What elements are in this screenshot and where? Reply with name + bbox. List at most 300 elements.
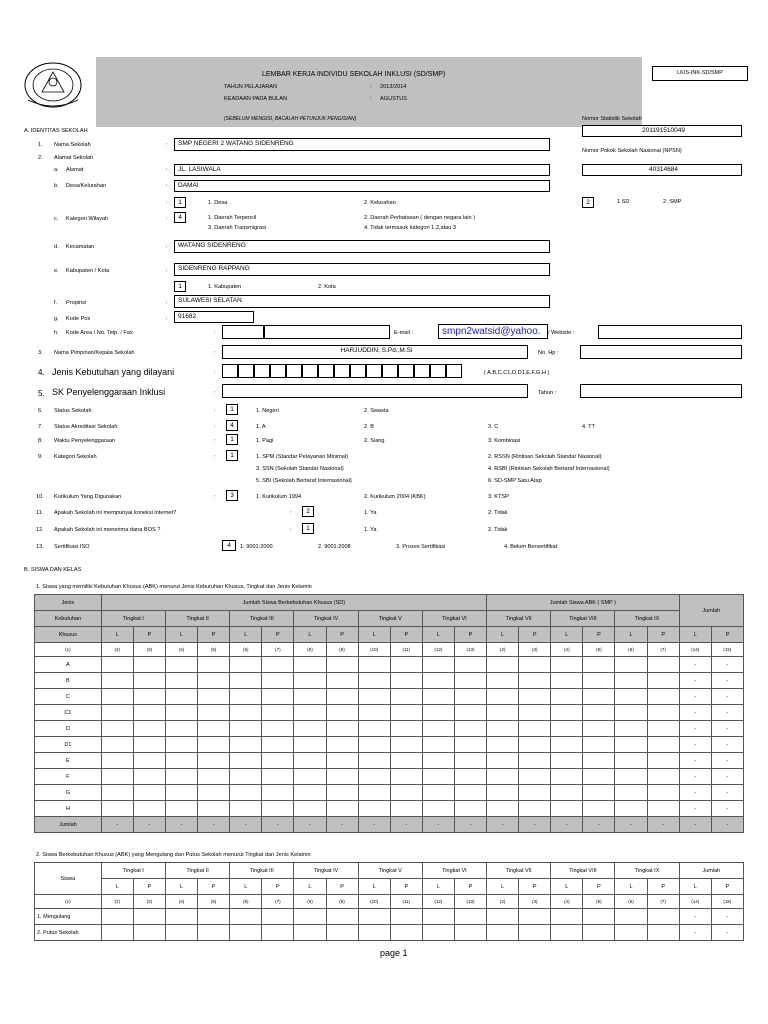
input-cell[interactable] xyxy=(615,689,647,705)
input-cell[interactable] xyxy=(230,925,262,941)
input-cell[interactable] xyxy=(262,673,294,689)
input-cell[interactable] xyxy=(165,909,197,925)
input-cell[interactable] xyxy=(519,705,551,721)
input-cell[interactable] xyxy=(583,657,615,673)
input-cell[interactable] xyxy=(390,657,422,673)
input-cell[interactable] xyxy=(358,721,390,737)
nama-sekolah-field[interactable]: SMP NEGERI 2 WATANG SIDENRENG xyxy=(174,138,550,151)
input-cell[interactable] xyxy=(519,721,551,737)
input-cell[interactable] xyxy=(294,689,326,705)
input-cell[interactable] xyxy=(294,769,326,785)
level-header: Tingkat III xyxy=(230,611,294,627)
col-index: (6) xyxy=(230,895,262,909)
table-row xyxy=(35,925,744,941)
input-cell[interactable] xyxy=(165,657,197,673)
input-cell[interactable] xyxy=(101,769,133,785)
col-index: (2) xyxy=(487,643,519,657)
input-cell[interactable] xyxy=(198,769,230,785)
total-row xyxy=(35,817,744,833)
input-cell[interactable] xyxy=(583,721,615,737)
input-cell[interactable] xyxy=(551,705,583,721)
website-field[interactable] xyxy=(598,325,742,339)
input-cell[interactable] xyxy=(487,721,519,737)
input-cell[interactable] xyxy=(487,737,519,753)
level-header: Tingkat I xyxy=(101,611,165,627)
input-cell[interactable] xyxy=(326,753,358,769)
input-cell[interactable] xyxy=(101,657,133,673)
sum-cell: - xyxy=(711,721,743,737)
input-cell[interactable] xyxy=(101,721,133,737)
input-cell[interactable] xyxy=(101,785,133,801)
input-cell[interactable] xyxy=(198,737,230,753)
input-cell[interactable] xyxy=(454,737,486,753)
input-cell[interactable] xyxy=(101,801,133,817)
input-cell[interactable] xyxy=(422,657,454,673)
input-cell[interactable] xyxy=(422,753,454,769)
input-cell[interactable] xyxy=(422,721,454,737)
input-cell[interactable] xyxy=(487,785,519,801)
col-index: (1) xyxy=(35,895,102,909)
kurikulum-code[interactable]: 3 xyxy=(226,490,238,501)
input-cell[interactable] xyxy=(487,801,519,817)
input-cell[interactable] xyxy=(422,801,454,817)
input-cell[interactable] xyxy=(294,705,326,721)
email-field[interactable]: smpn2watsid@yahoo. xyxy=(438,324,548,339)
input-cell[interactable] xyxy=(647,657,679,673)
total-cell: - xyxy=(262,817,294,833)
input-cell[interactable] xyxy=(390,925,422,941)
col-L: L xyxy=(230,627,262,643)
input-cell[interactable] xyxy=(262,785,294,801)
input-cell[interactable] xyxy=(133,801,165,817)
input-cell[interactable] xyxy=(519,801,551,817)
input-cell[interactable] xyxy=(133,689,165,705)
input-cell[interactable] xyxy=(198,657,230,673)
input-cell[interactable] xyxy=(454,673,486,689)
input-cell[interactable] xyxy=(262,737,294,753)
fill-note: (SEBELUM MENGISI, BACALAH PETUNJUK PENGISIAN) xyxy=(224,116,357,122)
input-cell[interactable] xyxy=(198,925,230,941)
input-cell[interactable] xyxy=(422,785,454,801)
input-cell[interactable] xyxy=(198,785,230,801)
input-cell[interactable] xyxy=(583,801,615,817)
input-cell[interactable] xyxy=(326,801,358,817)
input-cell[interactable] xyxy=(551,769,583,785)
table-row xyxy=(35,689,744,705)
input-cell[interactable] xyxy=(358,801,390,817)
input-cell[interactable] xyxy=(262,657,294,673)
sum-cell: - xyxy=(679,785,711,801)
input-cell[interactable] xyxy=(358,657,390,673)
input-cell[interactable] xyxy=(230,909,262,925)
input-cell[interactable] xyxy=(487,705,519,721)
input-cell[interactable] xyxy=(262,721,294,737)
input-cell[interactable] xyxy=(198,909,230,925)
input-cell[interactable] xyxy=(519,925,551,941)
input-cell[interactable] xyxy=(551,909,583,925)
input-cell[interactable] xyxy=(647,753,679,769)
table-row xyxy=(35,769,744,785)
kode-area-field[interactable] xyxy=(222,325,264,339)
total-cell: - xyxy=(647,817,679,833)
input-cell[interactable] xyxy=(615,705,647,721)
sum-cell: - xyxy=(711,753,743,769)
kecamatan-field[interactable]: WATANG SIDENRENG xyxy=(174,240,550,253)
input-cell[interactable] xyxy=(326,721,358,737)
input-cell[interactable] xyxy=(358,769,390,785)
input-cell[interactable] xyxy=(487,657,519,673)
input-cell[interactable] xyxy=(198,801,230,817)
input-cell[interactable] xyxy=(326,673,358,689)
input-cell[interactable] xyxy=(551,673,583,689)
level-header: Tingkat VIII xyxy=(551,611,615,627)
input-cell[interactable] xyxy=(454,753,486,769)
input-cell[interactable] xyxy=(262,909,294,925)
input-cell[interactable] xyxy=(519,737,551,753)
col-L: L xyxy=(358,627,390,643)
input-cell[interactable] xyxy=(165,737,197,753)
input-cell[interactable] xyxy=(551,785,583,801)
input-cell[interactable] xyxy=(230,705,262,721)
input-cell[interactable] xyxy=(519,689,551,705)
input-cell[interactable] xyxy=(454,689,486,705)
input-cell[interactable] xyxy=(647,925,679,941)
propinsi-field[interactable]: SULAWESI SELATAN xyxy=(174,295,550,308)
col-index: (2) xyxy=(487,895,519,909)
input-cell[interactable] xyxy=(198,705,230,721)
input-cell[interactable] xyxy=(326,769,358,785)
input-cell[interactable] xyxy=(551,657,583,673)
hp-field[interactable] xyxy=(580,345,742,359)
sum-cell: - xyxy=(711,925,743,941)
input-cell[interactable] xyxy=(454,909,486,925)
input-cell[interactable] xyxy=(487,909,519,925)
input-cell[interactable] xyxy=(615,909,647,925)
input-cell[interactable] xyxy=(294,909,326,925)
col-index: (12) xyxy=(422,895,454,909)
col-L: L xyxy=(165,879,197,895)
sk-field[interactable] xyxy=(222,384,528,398)
input-cell[interactable] xyxy=(165,785,197,801)
input-cell[interactable] xyxy=(262,925,294,941)
input-cell[interactable] xyxy=(358,925,390,941)
input-cell[interactable] xyxy=(294,657,326,673)
input-cell[interactable] xyxy=(422,737,454,753)
input-cell[interactable] xyxy=(647,801,679,817)
input-cell[interactable] xyxy=(133,673,165,689)
input-cell[interactable] xyxy=(101,909,133,925)
input-cell[interactable] xyxy=(326,705,358,721)
sum-cell: - xyxy=(679,769,711,785)
input-cell[interactable] xyxy=(487,689,519,705)
input-cell[interactable] xyxy=(198,673,230,689)
col-P: P xyxy=(133,879,165,895)
input-cell[interactable] xyxy=(358,909,390,925)
input-cell[interactable] xyxy=(230,769,262,785)
input-cell[interactable] xyxy=(454,769,486,785)
input-cell[interactable] xyxy=(390,689,422,705)
input-cell[interactable] xyxy=(133,737,165,753)
input-cell[interactable] xyxy=(198,721,230,737)
waktu-code[interactable]: 1 xyxy=(226,434,238,445)
input-cell[interactable] xyxy=(230,673,262,689)
total-label: Jumlah xyxy=(35,817,102,833)
desa-code[interactable]: 1 xyxy=(174,197,186,208)
input-cell[interactable] xyxy=(133,785,165,801)
input-cell[interactable] xyxy=(647,785,679,801)
input-cell[interactable] xyxy=(165,689,197,705)
status-code[interactable]: 1 xyxy=(226,404,238,415)
input-cell[interactable] xyxy=(551,721,583,737)
col-index: (11) xyxy=(390,643,422,657)
input-cell[interactable] xyxy=(551,801,583,817)
alamat-field[interactable]: JL. LASIWALA xyxy=(174,164,550,176)
nss-field[interactable]: 201191510049 xyxy=(582,125,742,137)
input-cell[interactable] xyxy=(615,801,647,817)
input-cell[interactable] xyxy=(326,785,358,801)
input-cell[interactable] xyxy=(133,769,165,785)
input-cell[interactable] xyxy=(165,753,197,769)
input-cell[interactable] xyxy=(230,801,262,817)
input-cell[interactable] xyxy=(422,689,454,705)
input-cell[interactable] xyxy=(133,705,165,721)
input-cell[interactable] xyxy=(551,753,583,769)
input-cell[interactable] xyxy=(390,705,422,721)
header-band xyxy=(96,57,642,127)
col-index: (9) xyxy=(326,895,358,909)
input-cell[interactable] xyxy=(101,737,133,753)
input-cell[interactable] xyxy=(230,657,262,673)
input-cell[interactable] xyxy=(133,657,165,673)
input-cell[interactable] xyxy=(583,925,615,941)
input-cell[interactable] xyxy=(230,785,262,801)
input-cell[interactable] xyxy=(230,753,262,769)
input-cell[interactable] xyxy=(165,705,197,721)
sum-cell: - xyxy=(679,737,711,753)
telp-field[interactable] xyxy=(264,325,390,339)
input-cell[interactable] xyxy=(326,657,358,673)
input-cell[interactable] xyxy=(519,657,551,673)
jenjang-code[interactable]: 2 xyxy=(582,197,594,208)
input-cell[interactable] xyxy=(647,705,679,721)
input-cell[interactable] xyxy=(519,909,551,925)
kode-pos-field[interactable]: 91682 xyxy=(174,311,254,323)
input-cell[interactable] xyxy=(358,785,390,801)
input-cell[interactable] xyxy=(165,769,197,785)
input-cell[interactable] xyxy=(262,801,294,817)
kategori-code[interactable]: 1 xyxy=(226,450,238,461)
input-cell[interactable] xyxy=(294,721,326,737)
input-cell[interactable] xyxy=(615,769,647,785)
input-cell[interactable] xyxy=(198,753,230,769)
row-label: G xyxy=(35,785,102,801)
input-cell[interactable] xyxy=(390,753,422,769)
total-cell: - xyxy=(133,817,165,833)
col-L: L xyxy=(487,627,519,643)
input-cell[interactable] xyxy=(294,753,326,769)
input-cell[interactable] xyxy=(326,737,358,753)
input-cell[interactable] xyxy=(262,753,294,769)
input-cell[interactable] xyxy=(198,689,230,705)
input-cell[interactable] xyxy=(358,753,390,769)
input-cell[interactable] xyxy=(647,721,679,737)
input-cell[interactable] xyxy=(390,737,422,753)
input-cell[interactable] xyxy=(230,737,262,753)
input-cell[interactable] xyxy=(390,801,422,817)
kabupaten-code[interactable]: 1 xyxy=(174,281,186,292)
input-cell[interactable] xyxy=(551,689,583,705)
input-cell[interactable] xyxy=(358,689,390,705)
table-row xyxy=(35,673,744,689)
table-row xyxy=(35,737,744,753)
input-cell[interactable] xyxy=(101,753,133,769)
col-P: P xyxy=(262,627,294,643)
input-cell[interactable] xyxy=(358,705,390,721)
input-cell[interactable] xyxy=(165,673,197,689)
input-cell[interactable] xyxy=(647,769,679,785)
input-cell[interactable] xyxy=(390,673,422,689)
col-P: P xyxy=(390,879,422,895)
input-cell[interactable] xyxy=(583,769,615,785)
input-cell[interactable] xyxy=(519,753,551,769)
input-cell[interactable] xyxy=(615,785,647,801)
input-cell[interactable] xyxy=(133,909,165,925)
input-cell[interactable] xyxy=(487,925,519,941)
col-index: (15) xyxy=(711,895,743,909)
input-cell[interactable] xyxy=(519,785,551,801)
desa-field[interactable]: DAMAI xyxy=(174,180,550,192)
input-cell[interactable] xyxy=(583,753,615,769)
input-cell[interactable] xyxy=(647,909,679,925)
input-cell[interactable] xyxy=(647,689,679,705)
input-cell[interactable] xyxy=(326,909,358,925)
input-cell[interactable] xyxy=(133,753,165,769)
input-cell[interactable] xyxy=(422,925,454,941)
input-cell[interactable] xyxy=(615,925,647,941)
total-cell: - xyxy=(165,817,197,833)
input-cell[interactable] xyxy=(326,689,358,705)
input-cell[interactable] xyxy=(358,737,390,753)
row-label: A xyxy=(35,657,102,673)
input-cell[interactable] xyxy=(454,785,486,801)
kabupaten-field[interactable]: SIDENRENG RAPPANG xyxy=(174,263,550,276)
input-cell[interactable] xyxy=(583,785,615,801)
input-cell[interactable] xyxy=(615,753,647,769)
col-L: L xyxy=(358,879,390,895)
input-cell[interactable] xyxy=(390,785,422,801)
iso-code[interactable]: 4 xyxy=(222,540,236,551)
input-cell[interactable] xyxy=(422,909,454,925)
input-cell[interactable] xyxy=(390,909,422,925)
input-cell[interactable] xyxy=(583,673,615,689)
input-cell[interactable] xyxy=(615,721,647,737)
total-cell: - xyxy=(326,817,358,833)
wilayah-code[interactable]: 4 xyxy=(174,212,186,223)
input-cell[interactable] xyxy=(101,925,133,941)
section-a-title: A. IDENTITAS SEKOLAH xyxy=(24,128,88,134)
col-P: P xyxy=(133,627,165,643)
input-cell[interactable] xyxy=(422,673,454,689)
input-cell[interactable] xyxy=(647,673,679,689)
input-cell[interactable] xyxy=(165,801,197,817)
sum-cell: - xyxy=(679,721,711,737)
total-cell: - xyxy=(711,817,743,833)
input-cell[interactable] xyxy=(294,801,326,817)
input-cell[interactable] xyxy=(647,737,679,753)
bos-code[interactable]: 1 xyxy=(302,523,314,534)
input-cell[interactable] xyxy=(519,673,551,689)
input-cell[interactable] xyxy=(101,705,133,721)
input-cell[interactable] xyxy=(101,673,133,689)
input-cell[interactable] xyxy=(551,925,583,941)
input-cell[interactable] xyxy=(294,785,326,801)
input-cell[interactable] xyxy=(454,925,486,941)
input-cell[interactable] xyxy=(615,737,647,753)
input-cell[interactable] xyxy=(165,721,197,737)
input-cell[interactable] xyxy=(583,689,615,705)
sk-tahun-field[interactable] xyxy=(580,384,742,398)
input-cell[interactable] xyxy=(454,801,486,817)
npsn-field[interactable]: 40314684 xyxy=(582,164,742,176)
input-cell[interactable] xyxy=(583,705,615,721)
input-cell[interactable] xyxy=(390,721,422,737)
input-cell[interactable] xyxy=(454,657,486,673)
total-cell: - xyxy=(390,817,422,833)
input-cell[interactable] xyxy=(487,769,519,785)
input-cell[interactable] xyxy=(294,925,326,941)
akreditasi-code[interactable]: 4 xyxy=(226,420,238,431)
input-cell[interactable] xyxy=(422,705,454,721)
row-label: 2. Putus Sekolah xyxy=(35,925,102,941)
input-cell[interactable] xyxy=(583,737,615,753)
input-cell[interactable] xyxy=(294,673,326,689)
col-P: P xyxy=(326,627,358,643)
input-cell[interactable] xyxy=(230,721,262,737)
input-cell[interactable] xyxy=(101,689,133,705)
input-cell[interactable] xyxy=(358,673,390,689)
kepala-sekolah-field[interactable]: HARJUDDIN, S.Pd.,M.Si xyxy=(222,345,528,359)
input-cell[interactable] xyxy=(165,925,197,941)
input-cell[interactable] xyxy=(454,721,486,737)
input-cell[interactable] xyxy=(615,657,647,673)
input-cell[interactable] xyxy=(615,673,647,689)
input-cell[interactable] xyxy=(422,769,454,785)
input-cell[interactable] xyxy=(133,925,165,941)
input-cell[interactable] xyxy=(487,753,519,769)
sum-cell: - xyxy=(679,705,711,721)
input-cell[interactable] xyxy=(583,909,615,925)
input-cell[interactable] xyxy=(326,925,358,941)
col-index: (6) xyxy=(615,895,647,909)
sum-cell: - xyxy=(711,737,743,753)
input-cell[interactable] xyxy=(262,689,294,705)
input-cell[interactable] xyxy=(551,737,583,753)
input-cell[interactable] xyxy=(262,705,294,721)
input-cell[interactable] xyxy=(487,673,519,689)
input-cell[interactable] xyxy=(230,689,262,705)
input-cell[interactable] xyxy=(390,769,422,785)
input-cell[interactable] xyxy=(294,737,326,753)
section-b-title: B. SISWA DAN KELAS xyxy=(24,567,82,573)
input-cell[interactable] xyxy=(519,769,551,785)
level-header: Tingkat IX xyxy=(615,611,679,627)
input-cell[interactable] xyxy=(454,705,486,721)
input-cell[interactable] xyxy=(133,721,165,737)
input-cell[interactable] xyxy=(262,769,294,785)
internet-code[interactable]: 2 xyxy=(302,506,314,517)
col-index: (8) xyxy=(294,895,326,909)
col-index: (7) xyxy=(647,643,679,657)
